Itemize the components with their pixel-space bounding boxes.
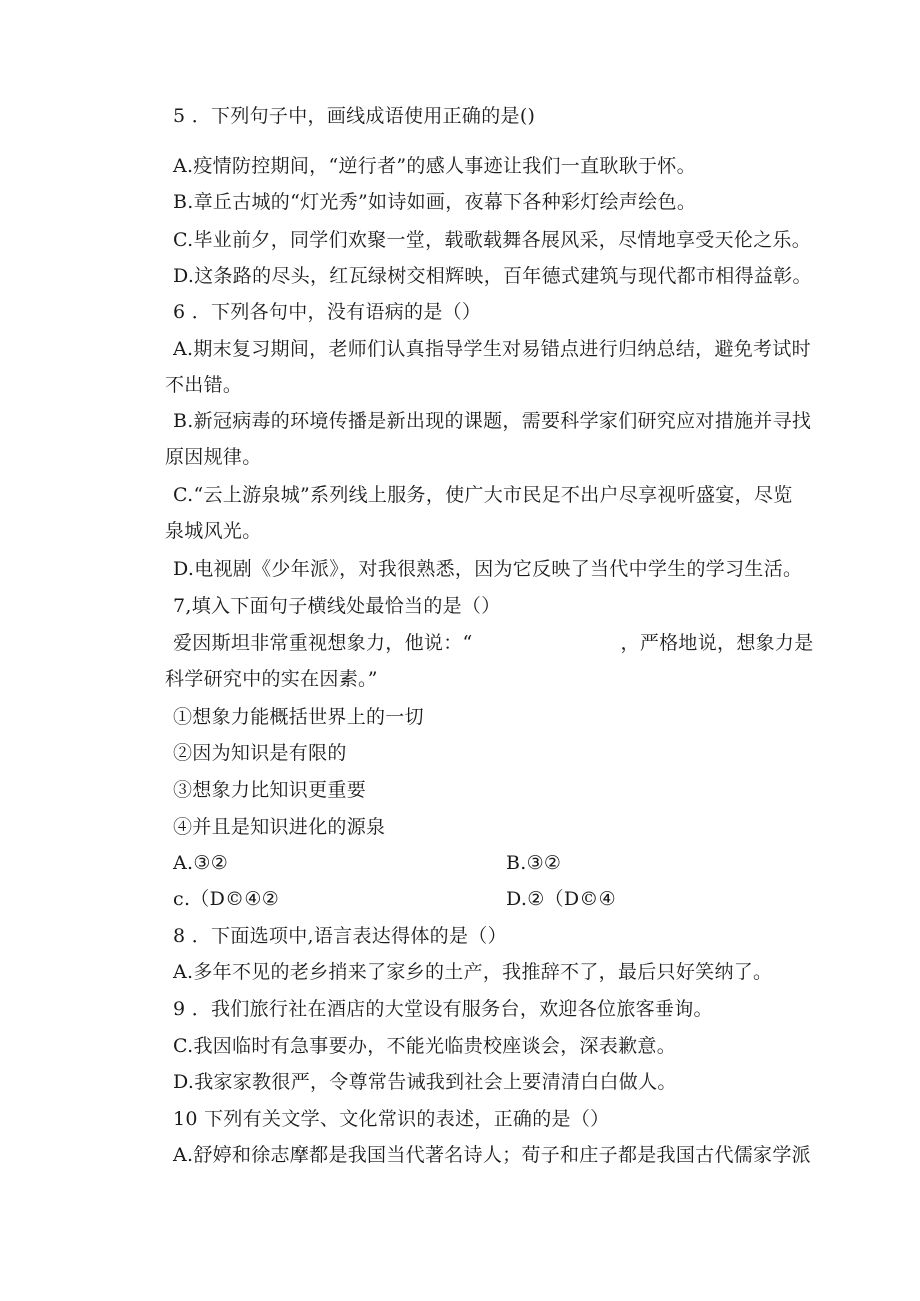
q6-option-b-line2: 原因规律。 [165,446,262,468]
q7-sentence-1: ①想象力能概括世界上的一切 [173,706,424,728]
q5-option-d: D.这条路的尽头，红瓦绿树交相辉映，百年德式建筑与现代都市相得益彰。 [173,265,812,287]
q7-passage-after-blank: ，严格地说，想象力是 [620,632,814,654]
q7-stem: 7,填入下面句子横线处最恰当的是（） [173,595,501,617]
q6-option-b-line1: B.新冠病毒的环境传播是新出现的课题，需要科学家们研究应对措施并寻找 [173,410,812,432]
q5-stem: 5 ．下列句子中，画线成语使用正确的是() [173,105,536,127]
q7-sentence-3: ③想象力比知识更重要 [173,779,367,801]
q7-options-row1 [173,851,562,875]
q5-option-c: C.毕业前夕，同学们欢聚一堂，载歌载舞各展风采，尽情地享受天伦之乐。 [173,229,812,251]
q6-option-d: D.电视剧《少年派》，对我很熟悉，因为它反映了当代中学生的学习生活。 [173,558,803,580]
q8-option-a: A.多年不见的老乡捎来了家乡的土产，我推辞不了，最后只好笑纳了。 [173,961,773,983]
q8-stem: 8 ．下面选项中,语言表达得体的是（） [173,925,507,947]
q7-passage-line2: 科学研究中的实在因素。” [165,668,378,690]
q5-option-a: A.疫情防控期间，“逆行者”的感人事迹让我们一直耿耿于怀。 [173,155,696,177]
q7-option-a: A.③② [173,852,229,874]
q10-stem: 10 下列有关文学、文化常识的表述，正确的是（） [173,1108,610,1130]
q8-option-c: C.我因临时有急事要办，不能光临贵校座谈会，深表歉意。 [173,1035,677,1057]
q7-passage-before-blank: 爱因斯坦非常重视想象力，他说：“ [173,632,473,654]
q6-option-a-line1: A.期末复习期间，老师们认真指导学生对易错点进行归纳总结，避免考试时 [173,338,811,360]
q8-option-b: 9 ．我们旅行社在酒店的大堂设有服务台，欢迎各位旅客垂询。 [173,998,713,1020]
q7-option-b: B.③② [506,852,562,874]
q8-option-d: D.我家家教很严，令尊常告诫我到社会上要清清白白做人。 [173,1071,677,1093]
q5-option-b: B.章丘古城的“灯光秀”如诗如画，夜幕下各种彩灯绘声绘色。 [173,191,697,213]
q7-sentence-2: ②因为知识是有限的 [173,742,347,764]
q6-option-c-line1: C.“云上游泉城”系列线上服务，使广大市民足不出户尽享视听盛宴，尽览 [173,484,793,506]
q10-option-a: A.舒婷和徐志摩都是我国当代著名诗人；荀子和庄子都是我国古代儒家学派 [173,1144,811,1166]
q7-option-c: c.（D©④② [173,888,280,910]
q6-stem: 6 ．下列各句中，没有语病的是（） [173,301,482,323]
q7-sentence-4: ④并且是知识进化的源泉 [173,816,386,838]
q7-option-d: D.②（D©④ [506,888,616,910]
q6-option-a-line2: 不出错。 [165,374,243,396]
q7-passage-line1 [173,631,814,655]
q7-options-row2 [173,887,616,911]
q6-option-c-line2: 泉城风光。 [165,520,262,542]
